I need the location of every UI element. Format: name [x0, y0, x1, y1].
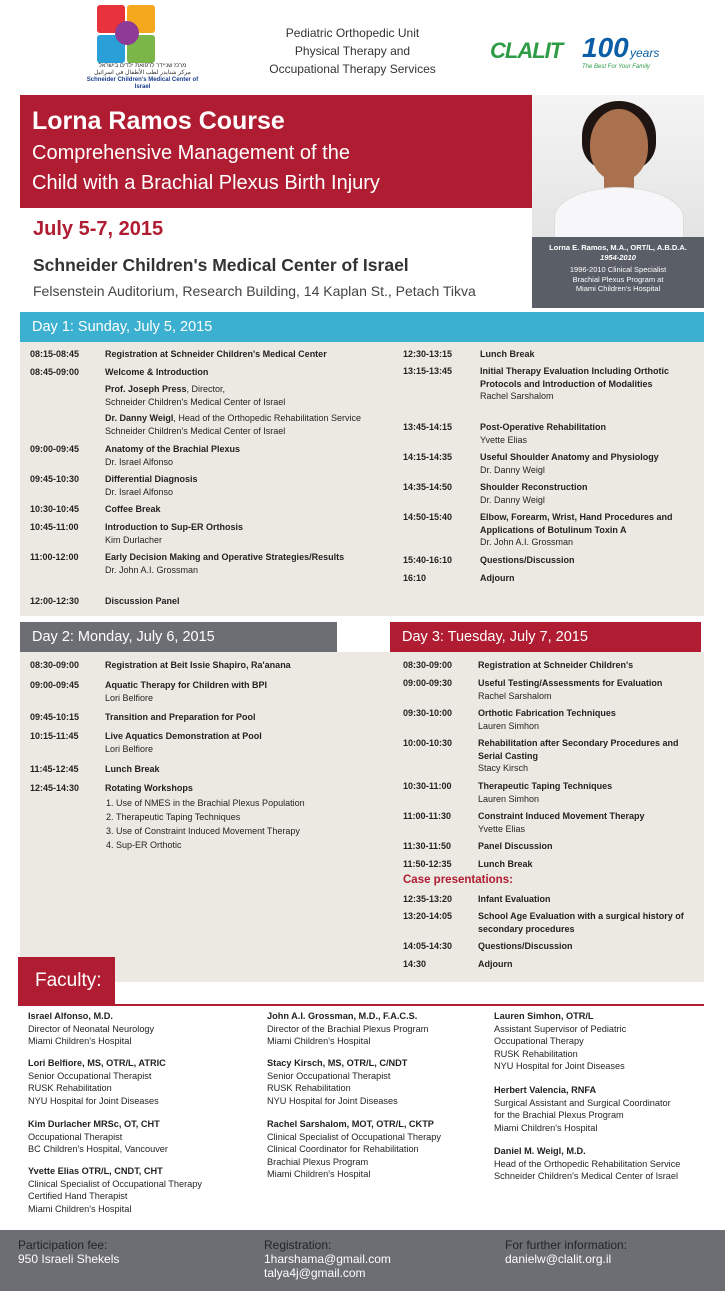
- faculty-detail: RUSK Rehabilitation: [267, 1083, 351, 1093]
- faculty-detail: NYU Hospital for Joint Diseases: [28, 1095, 159, 1106]
- schedule-inline: , Director,: [186, 384, 226, 394]
- schedule-speaker: Lauren Simhon: [478, 720, 540, 731]
- faculty-detail: Surgical Assistant and Surgical Coordinator: [494, 1097, 671, 1108]
- case-presentations-label: Case presentations:: [403, 874, 513, 886]
- clalit-tagline: The Best For Your Family: [582, 64, 650, 70]
- schedule-title: Lunch Break: [480, 349, 535, 359]
- course-subtitle-1: Comprehensive Management of the: [32, 142, 350, 164]
- faculty-detail: Assistant Supervisor of Pediatric: [494, 1023, 627, 1034]
- caption-name: Lorna E. Ramos, M.A., ORT/L, A.B.D.A.: [549, 243, 687, 252]
- schedule-time: 10:15-11:45: [30, 731, 79, 741]
- faculty-name: Kim Durlacher MRSc, OT, CHT: [28, 1119, 160, 1129]
- faculty-detail: Occupational Therapist: [28, 1131, 123, 1142]
- faculty-detail: Clinical Specialist of Occupational Therapy: [267, 1131, 441, 1142]
- schedule-speaker: Dr. Danny Weigl: [480, 494, 545, 505]
- schedule-time: 08:30-09:00: [403, 660, 453, 670]
- footer: [0, 1230, 725, 1291]
- clalit-logo: [490, 30, 690, 80]
- faculty-detail: Senior Occupational Therapist: [28, 1070, 152, 1081]
- schedule-speaker: Dr. Israel Alfonso: [105, 486, 174, 497]
- schedule-title: Orthotic Fabrication Techniques: [478, 708, 616, 718]
- caption-role-2: Brachial Plexus Program at: [572, 274, 664, 284]
- faculty-member: [494, 1010, 626, 1073]
- schedule-speaker: Dr. Danny Weigl: [480, 464, 545, 475]
- unit-line-1: Pediatric Orthopedic Unit: [285, 26, 420, 40]
- faculty-detail: Miami Children's Hospital: [494, 1122, 598, 1133]
- faculty-member: [28, 1118, 168, 1156]
- caption-years: 1954-2010: [600, 252, 636, 262]
- schedule-speaker: Lori Belfiore: [105, 743, 154, 754]
- schedule-title: Post-Operative Rehabilitation: [480, 422, 607, 432]
- faculty-detail: Brachial Plexus Program: [267, 1156, 369, 1167]
- faculty-name: Daniel M. Weigl, M.D.: [494, 1146, 586, 1156]
- faculty-member: [28, 1010, 154, 1048]
- schedule-speaker: Dr. John A.I. Grossman: [480, 537, 574, 547]
- schedule-title: Dr. Danny Weigl: [105, 413, 174, 423]
- faculty-header: Faculty:: [18, 957, 115, 1005]
- schedule-time: 10:30-11:00: [403, 781, 452, 791]
- schedule-title: Shoulder Reconstruction: [480, 482, 588, 492]
- schedule-time: 12:45-14:30: [30, 783, 80, 793]
- schedule-title: Rehabilitation after Secondary Procedures and Serial Casting: [478, 738, 679, 761]
- schedule-time: 09:45-10:30: [30, 474, 80, 484]
- schedule-title: Early Decision Making and Operative Strategies/Results: [105, 552, 345, 562]
- unit-line-2: Physical Therapy and: [294, 44, 411, 58]
- clalit-years: years: [630, 46, 660, 60]
- fee-value: 950 Israeli Shekels: [18, 1252, 120, 1266]
- faculty-detail: Schneider Children's Medical Center of Israel: [494, 1171, 679, 1181]
- faculty-member: [28, 1165, 202, 1215]
- schedule-title: Elbow, Forearm, Wrist, Hand Procedures and Applications of Botulinum Toxin A: [480, 512, 673, 535]
- puzzle-logo-icon: [97, 5, 157, 63]
- schedule-time: 08:15-08:45: [30, 349, 80, 359]
- schedule-speaker: Schneider Children's Medical Center of Israel: [105, 396, 286, 407]
- faculty-detail: Miami Children's Hospital: [267, 1169, 371, 1179]
- faculty-member: [494, 1145, 680, 1183]
- faculty-detail: NYU Hospital for Joint Diseases: [267, 1095, 398, 1106]
- event-venue: Schneider Children's Medical Center of Israel: [33, 255, 409, 275]
- course-banner: [20, 95, 532, 208]
- schedule-speaker: Lauren Simhon: [478, 793, 540, 804]
- workshop-item: 1. Use of NMES in the Brachial Plexus Population: [116, 796, 376, 810]
- faculty-detail: Miami Children's Hospital: [28, 1203, 132, 1214]
- schedule-title: Constraint Induced Movement Therapy: [478, 811, 645, 821]
- faculty-detail: NYU Hospital for Joint Diseases: [494, 1061, 625, 1071]
- schedule-title: Infant Evaluation: [478, 894, 551, 904]
- portrait-panel: [532, 95, 704, 308]
- faculty-member: [28, 1057, 166, 1107]
- faculty-detail: Director of the Brachial Plexus Program: [267, 1023, 429, 1034]
- schedule-time: 09:00-09:45: [30, 444, 80, 454]
- schedule-inline: , Head of the Orthopedic Rehabilitation Service: [173, 413, 361, 423]
- schedule-title: Prof. Joseph Press: [105, 384, 187, 394]
- schedule-speaker: Rachel Sarshalom: [480, 391, 554, 401]
- faculty-name: Lori Belfiore, MS, OTR/L, ATRIC: [28, 1058, 166, 1068]
- schedule-time: 08:30-09:00: [30, 660, 80, 670]
- workshop-item: 2. Therapeutic Taping Techniques: [116, 810, 376, 824]
- schedule-time: 13:45-14:15: [403, 422, 453, 432]
- faculty-name: Lauren Simhon, OTR/L: [494, 1011, 594, 1021]
- schedule-title: School Age Evaluation with a surgical history of secondary procedures: [478, 911, 684, 934]
- schedule-time: 11:45-12:45: [30, 764, 79, 774]
- schedule-time: 14:15-14:35: [403, 452, 453, 462]
- faculty-detail: Director of Neonatal Neurology: [28, 1023, 155, 1034]
- schedule-time: 09:00-09:45: [30, 680, 80, 690]
- schedule-time: 14:35-14:50: [403, 482, 453, 492]
- course-subtitle-2: Child with a Brachial Plexus Birth Injury: [32, 172, 380, 194]
- event-date: July 5-7, 2015: [33, 218, 164, 240]
- clalit-wordmark: CLALIT: [490, 38, 563, 63]
- schedule-title: Useful Testing/Assessments for Evaluation: [478, 678, 663, 688]
- clalit-100: 100: [582, 32, 629, 63]
- event-address: Felsenstein Auditorium, Research Building, 14 Kaplan St., Petach Tikva: [33, 283, 476, 299]
- schedule-title: Introduction to Sup-ER Orthosis: [105, 522, 243, 532]
- schedule-time: 08:45-09:00: [30, 367, 80, 377]
- schedule-time: 16:10: [403, 573, 427, 583]
- portrait-photo: [532, 95, 704, 237]
- logo-text-hebrew: מרכז שניידר לרפואת ילדים בישראל: [98, 63, 187, 69]
- schedule-title: Useful Shoulder Anatomy and Physiology: [480, 452, 659, 462]
- unit-line-3: Occupational Therapy Services: [269, 62, 436, 76]
- schedule-title: Registration at Schneider Children's Medical Center: [105, 349, 327, 359]
- faculty-detail: BC Children's Hospital, Vancouver: [28, 1144, 168, 1154]
- schneider-logo: [85, 5, 200, 89]
- schedule-speaker: Kim Durlacher: [105, 534, 163, 545]
- schedule-title: Registration at Schneider Children's: [478, 660, 634, 670]
- fee-label: Participation fee:: [18, 1238, 108, 1252]
- schedule-time: 10:00-10:30: [403, 738, 453, 748]
- schedule-time: 12:00-12:30: [30, 596, 80, 606]
- faculty-name: John A.I. Grossman, M.D., F.A.C.S.: [267, 1011, 418, 1021]
- faculty-name: Yvette Elias OTR/L, CNDT, CHT: [28, 1166, 163, 1176]
- caption-role-1: 1996-2010 Clinical Specialist: [569, 265, 667, 274]
- faculty-name: Rachel Sarshalom, MOT, OTR/L, CKTP: [267, 1119, 434, 1129]
- faculty-detail: Occupational Therapy: [494, 1036, 584, 1046]
- faculty-detail: Senior Occupational Therapist: [267, 1070, 391, 1081]
- schedule-time: 11:30-11:50: [403, 841, 452, 851]
- schedule-time: 09:30-10:00: [403, 708, 453, 718]
- faculty-member: [267, 1010, 428, 1048]
- schedule-title: Questions/Discussion: [480, 555, 575, 565]
- schedule-time: 12:30-13:15: [403, 349, 453, 359]
- schedule-time: 09:00-09:30: [403, 678, 453, 688]
- logo-text-english: Schneider Children's Medical Center of Israel: [86, 77, 199, 90]
- schedule-time: 14:50-15:40: [403, 512, 453, 522]
- schedule-time: 13:20-14:05: [403, 911, 453, 921]
- schedule-time: 14:05-14:30: [403, 941, 453, 951]
- portrait-caption: [532, 243, 704, 294]
- schedule-title: Discussion Panel: [105, 596, 180, 606]
- faculty-member: [494, 1084, 671, 1134]
- faculty-member: [267, 1057, 407, 1107]
- schedule-speaker: Yvette Elias: [480, 434, 528, 445]
- schedule-title: Initial Therapy Evaluation Including Orthotic Protocols and Introduction of Modalities: [480, 366, 670, 389]
- info-label: For further information:: [505, 1238, 628, 1252]
- registration-email-1[interactable]: 1harshama@gmail.com: [264, 1252, 391, 1266]
- faculty-detail: RUSK Rehabilitation: [28, 1083, 112, 1093]
- faculty-name: Stacy Kirsch, MS, OTR/L, C/NDT: [267, 1058, 408, 1068]
- workshop-item: 4. Sup-ER Orthotic: [116, 838, 376, 852]
- schedule-title: Questions/Discussion: [478, 941, 573, 951]
- registration-email-2[interactable]: talya4j@gmail.com: [264, 1266, 366, 1280]
- faculty-name: Israel Alfonso, M.D.: [28, 1011, 113, 1021]
- schedule-title: Registration at Beit Issie Shapiro, Ra'anana: [105, 660, 291, 670]
- faculty-detail: Clinical Coordinator for Rehabilitation: [267, 1144, 419, 1154]
- schedule-title: Transition and Preparation for Pool: [105, 712, 256, 722]
- faculty-detail: Miami Children's Hospital: [267, 1036, 371, 1046]
- faculty-detail: Head of the Orthopedic Rehabilitation Service: [494, 1158, 681, 1169]
- schedule-title: Therapeutic Taping Techniques: [478, 781, 613, 791]
- schedule-title: Welcome & Introduction: [105, 367, 209, 377]
- schedule-speaker: Lori Belfiore: [105, 692, 154, 703]
- schedule-title: Aquatic Therapy for Children with BPI: [105, 680, 268, 690]
- schedule-time: 12:35-13:20: [403, 894, 453, 904]
- schedule-title: Anatomy of the Brachial Plexus: [105, 444, 241, 454]
- schedule-time: 14:30: [403, 959, 427, 969]
- faculty-member: [267, 1118, 441, 1181]
- caption-role-3: Miami Children's Hospital: [575, 284, 661, 293]
- schedule-time: 15:40-16:10: [403, 555, 453, 565]
- faculty-detail: RUSK Rehabilitation: [494, 1048, 578, 1059]
- schedule-title: Differential Diagnosis: [105, 474, 198, 484]
- faculty-detail: Clinical Specialist of Occupational Therapy: [28, 1178, 202, 1189]
- schedule-title: Live Aquatics Demonstration at Pool: [105, 731, 262, 741]
- schedule-time: 11:00-12:00: [30, 552, 79, 562]
- schedule-time: 10:45-11:00: [30, 522, 79, 532]
- schedule-title: Adjourn: [478, 959, 513, 969]
- day3-header: Day 3: Tuesday, July 7, 2015: [390, 622, 701, 652]
- faculty-detail: Miami Children's Hospital: [28, 1036, 132, 1046]
- course-title: Lorna Ramos Course: [32, 107, 285, 135]
- department-title: [240, 24, 465, 78]
- faculty-divider: [18, 1004, 704, 1006]
- schedule-time: 11:00-11:30: [403, 811, 452, 821]
- logo-text-arabic: مركز شنايدر لطب الأطفال في اسرائيل: [94, 70, 191, 76]
- faculty-detail: Certified Hand Therapist: [28, 1191, 128, 1201]
- schedule-time: 09:45-10:15: [30, 712, 80, 722]
- day1-header: Day 1: Sunday, July 5, 2015: [20, 312, 704, 342]
- schedule-speaker: Stacy Kirsch: [478, 763, 529, 773]
- schedule-speaker: Yvette Elias: [478, 823, 526, 834]
- schedule-time: 11:50-12:35: [403, 859, 452, 869]
- faculty-name: Herbert Valencia, RNFA: [494, 1085, 597, 1095]
- schedule-speaker: Rachel Sarshalom: [478, 690, 552, 701]
- schedule-speaker: Schneider Children's Medical Center of Israel: [105, 425, 286, 436]
- workshop-list: [100, 796, 376, 852]
- schedule-title: Adjourn: [480, 573, 515, 583]
- info-email[interactable]: danielw@clalit.org.il: [505, 1252, 612, 1266]
- faculty-detail: for the Brachial Plexus Program: [494, 1110, 624, 1120]
- schedule-speaker: Dr. Israel Alfonso: [105, 456, 174, 467]
- schedule-title: Rotating Workshops: [105, 783, 193, 793]
- schedule-title: Coffee Break: [105, 504, 161, 514]
- day2-header: Day 2: Monday, July 6, 2015: [20, 622, 337, 652]
- schedule-time: 10:30-10:45: [30, 504, 80, 514]
- registration-label: Registration:: [264, 1238, 332, 1252]
- workshop-item: 3. Use of Constraint Induced Movement Therapy: [116, 824, 376, 838]
- schedule-title: Panel Discussion: [478, 841, 553, 851]
- schedule-time: 13:15-13:45: [403, 366, 453, 376]
- schedule-title: Lunch Break: [105, 764, 160, 774]
- schedule-title: Lunch Break: [478, 859, 533, 869]
- schedule-speaker: Dr. John A.I. Grossman: [105, 564, 199, 575]
